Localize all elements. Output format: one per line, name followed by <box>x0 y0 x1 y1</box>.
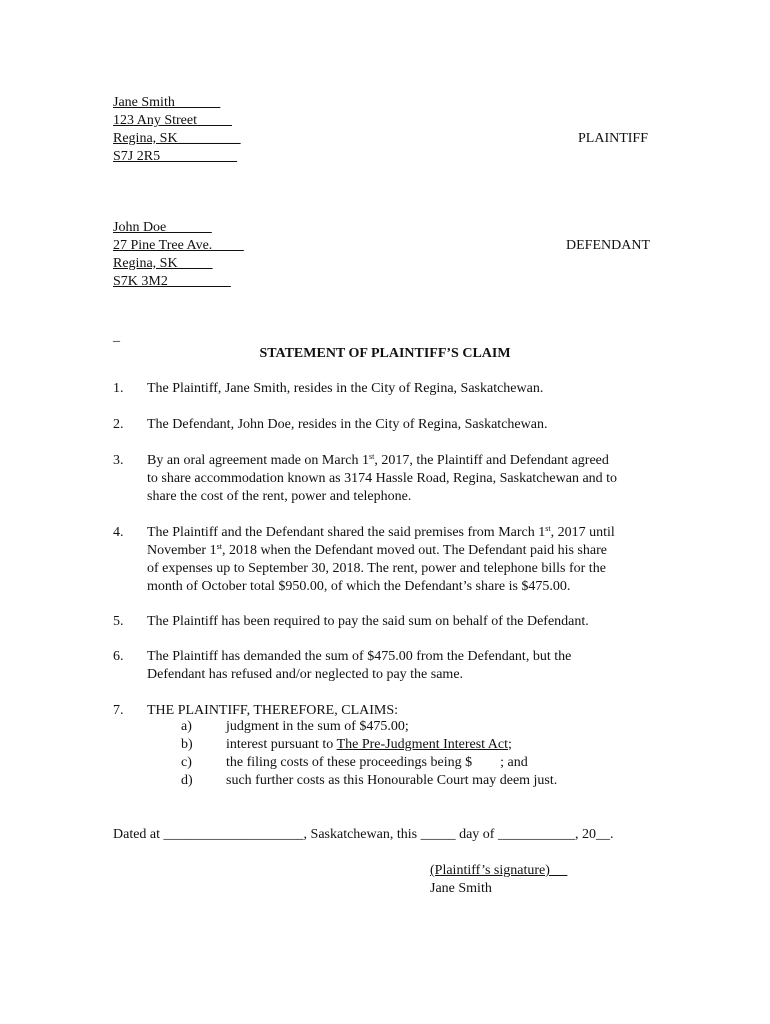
claims-list <box>181 718 661 790</box>
claim-item-a <box>181 718 661 736</box>
claim-text: interest pursuant to The Pre-Judgment Interest Act; <box>226 737 512 752</box>
paragraph-number: 7. <box>113 703 124 718</box>
ordinal-superscript: st <box>368 452 375 461</box>
paragraph-line: The Defendant, John Doe, resides in the City of Regina, Saskatchewan. <box>147 417 548 432</box>
paragraph-number: 5. <box>113 614 124 629</box>
claim-text: such further costs as this Honourable Court may deem just. <box>226 773 558 788</box>
stray-underscore-mark: _ <box>113 329 120 344</box>
document-title: STATEMENT OF PLAINTIFF’S CLAIM <box>259 346 511 361</box>
paragraph-line: to share accommodation known as 3174 Hassle Road, Regina, Saskatchewan and to <box>147 471 618 486</box>
signatory-name: Jane Smith <box>430 881 492 896</box>
paragraph-line: November 1st, 2018 when the Defendant moved out. The Defendant paid his share <box>147 542 607 558</box>
paragraph-line: The Plaintiff has demanded the sum of $475.00 from the Defendant, but the <box>147 649 572 664</box>
signature-block <box>430 862 567 898</box>
paragraph-number: 4. <box>113 525 124 540</box>
signature-label: (Plaintiff’s signature) <box>430 863 568 878</box>
claim-letter: a) <box>181 719 192 734</box>
claim-item-b <box>181 736 661 754</box>
dated-line: Dated at ____________________, Saskatchewan, this _____ day of ___________, 20__. <box>113 827 614 842</box>
plaintiff-postal-code: S7J 2R5 <box>113 149 238 164</box>
claim-letter: b) <box>181 737 193 752</box>
paragraph-line: The Plaintiff and the Defendant shared the said premises from March 1st, 2017 until <box>147 524 615 540</box>
defendant-street: 27 Pine Tree Ave. <box>113 238 244 253</box>
defendant-role-label: DEFENDANT <box>566 238 650 253</box>
claim-item-d <box>181 772 661 790</box>
paragraph-number: 2. <box>113 417 124 432</box>
ordinal-superscript: st <box>545 524 551 533</box>
plaintiff-address-block <box>113 94 241 166</box>
defendant-address-block <box>113 219 244 291</box>
plaintiff-city: Regina, SK_________ <box>113 131 241 146</box>
claim-letter: c) <box>181 755 192 770</box>
paragraph-line: Defendant has refused and/or neglected to pay the same. <box>147 667 464 682</box>
plaintiff-role-label: PLAINTIFF <box>578 131 649 146</box>
paragraph-line: The Plaintiff has been required to pay the said sum on behalf of the Defendant. <box>147 614 589 629</box>
claim-item-c <box>181 754 661 772</box>
claim-text: the filing costs of these proceedings being $ ; and <box>226 755 528 770</box>
claim-text: judgment in the sum of $475.00; <box>226 719 409 734</box>
ordinal-superscript: st <box>216 542 222 551</box>
plaintiff-street: 123 Any Street <box>113 113 232 128</box>
defendant-city: Regina, SK <box>113 256 213 271</box>
paragraph-number: 6. <box>113 649 124 664</box>
paragraph-line: By an oral agreement made on March 1st, 2017, the Plaintiff and Defendant agreed <box>147 452 609 468</box>
act-reference: The Pre-Judgment Interest Act <box>336 737 509 752</box>
paragraph-line: share the cost of the rent, power and telephone. <box>147 489 412 504</box>
defendant-name: John Doe <box>113 220 212 235</box>
paragraph-number: 1. <box>113 381 124 396</box>
paragraph-line: THE PLAINTIFF, THEREFORE, CLAIMS: <box>147 703 399 718</box>
paragraph-number: 3. <box>113 453 124 468</box>
defendant-postal-code: S7K 3M2 <box>113 274 231 289</box>
paragraph-line: The Plaintiff, Jane Smith, resides in the City of Regina, Saskatchewan. <box>147 381 544 396</box>
paragraph-line: month of October total $950.00, of which the Defendant’s share is $475.00. <box>147 579 571 594</box>
plaintiff-name: Jane Smith <box>113 95 221 110</box>
paragraph-line: of expenses up to September 30, 2018. The rent, power and telephone bills for the <box>147 561 606 576</box>
claim-letter: d) <box>181 773 193 788</box>
